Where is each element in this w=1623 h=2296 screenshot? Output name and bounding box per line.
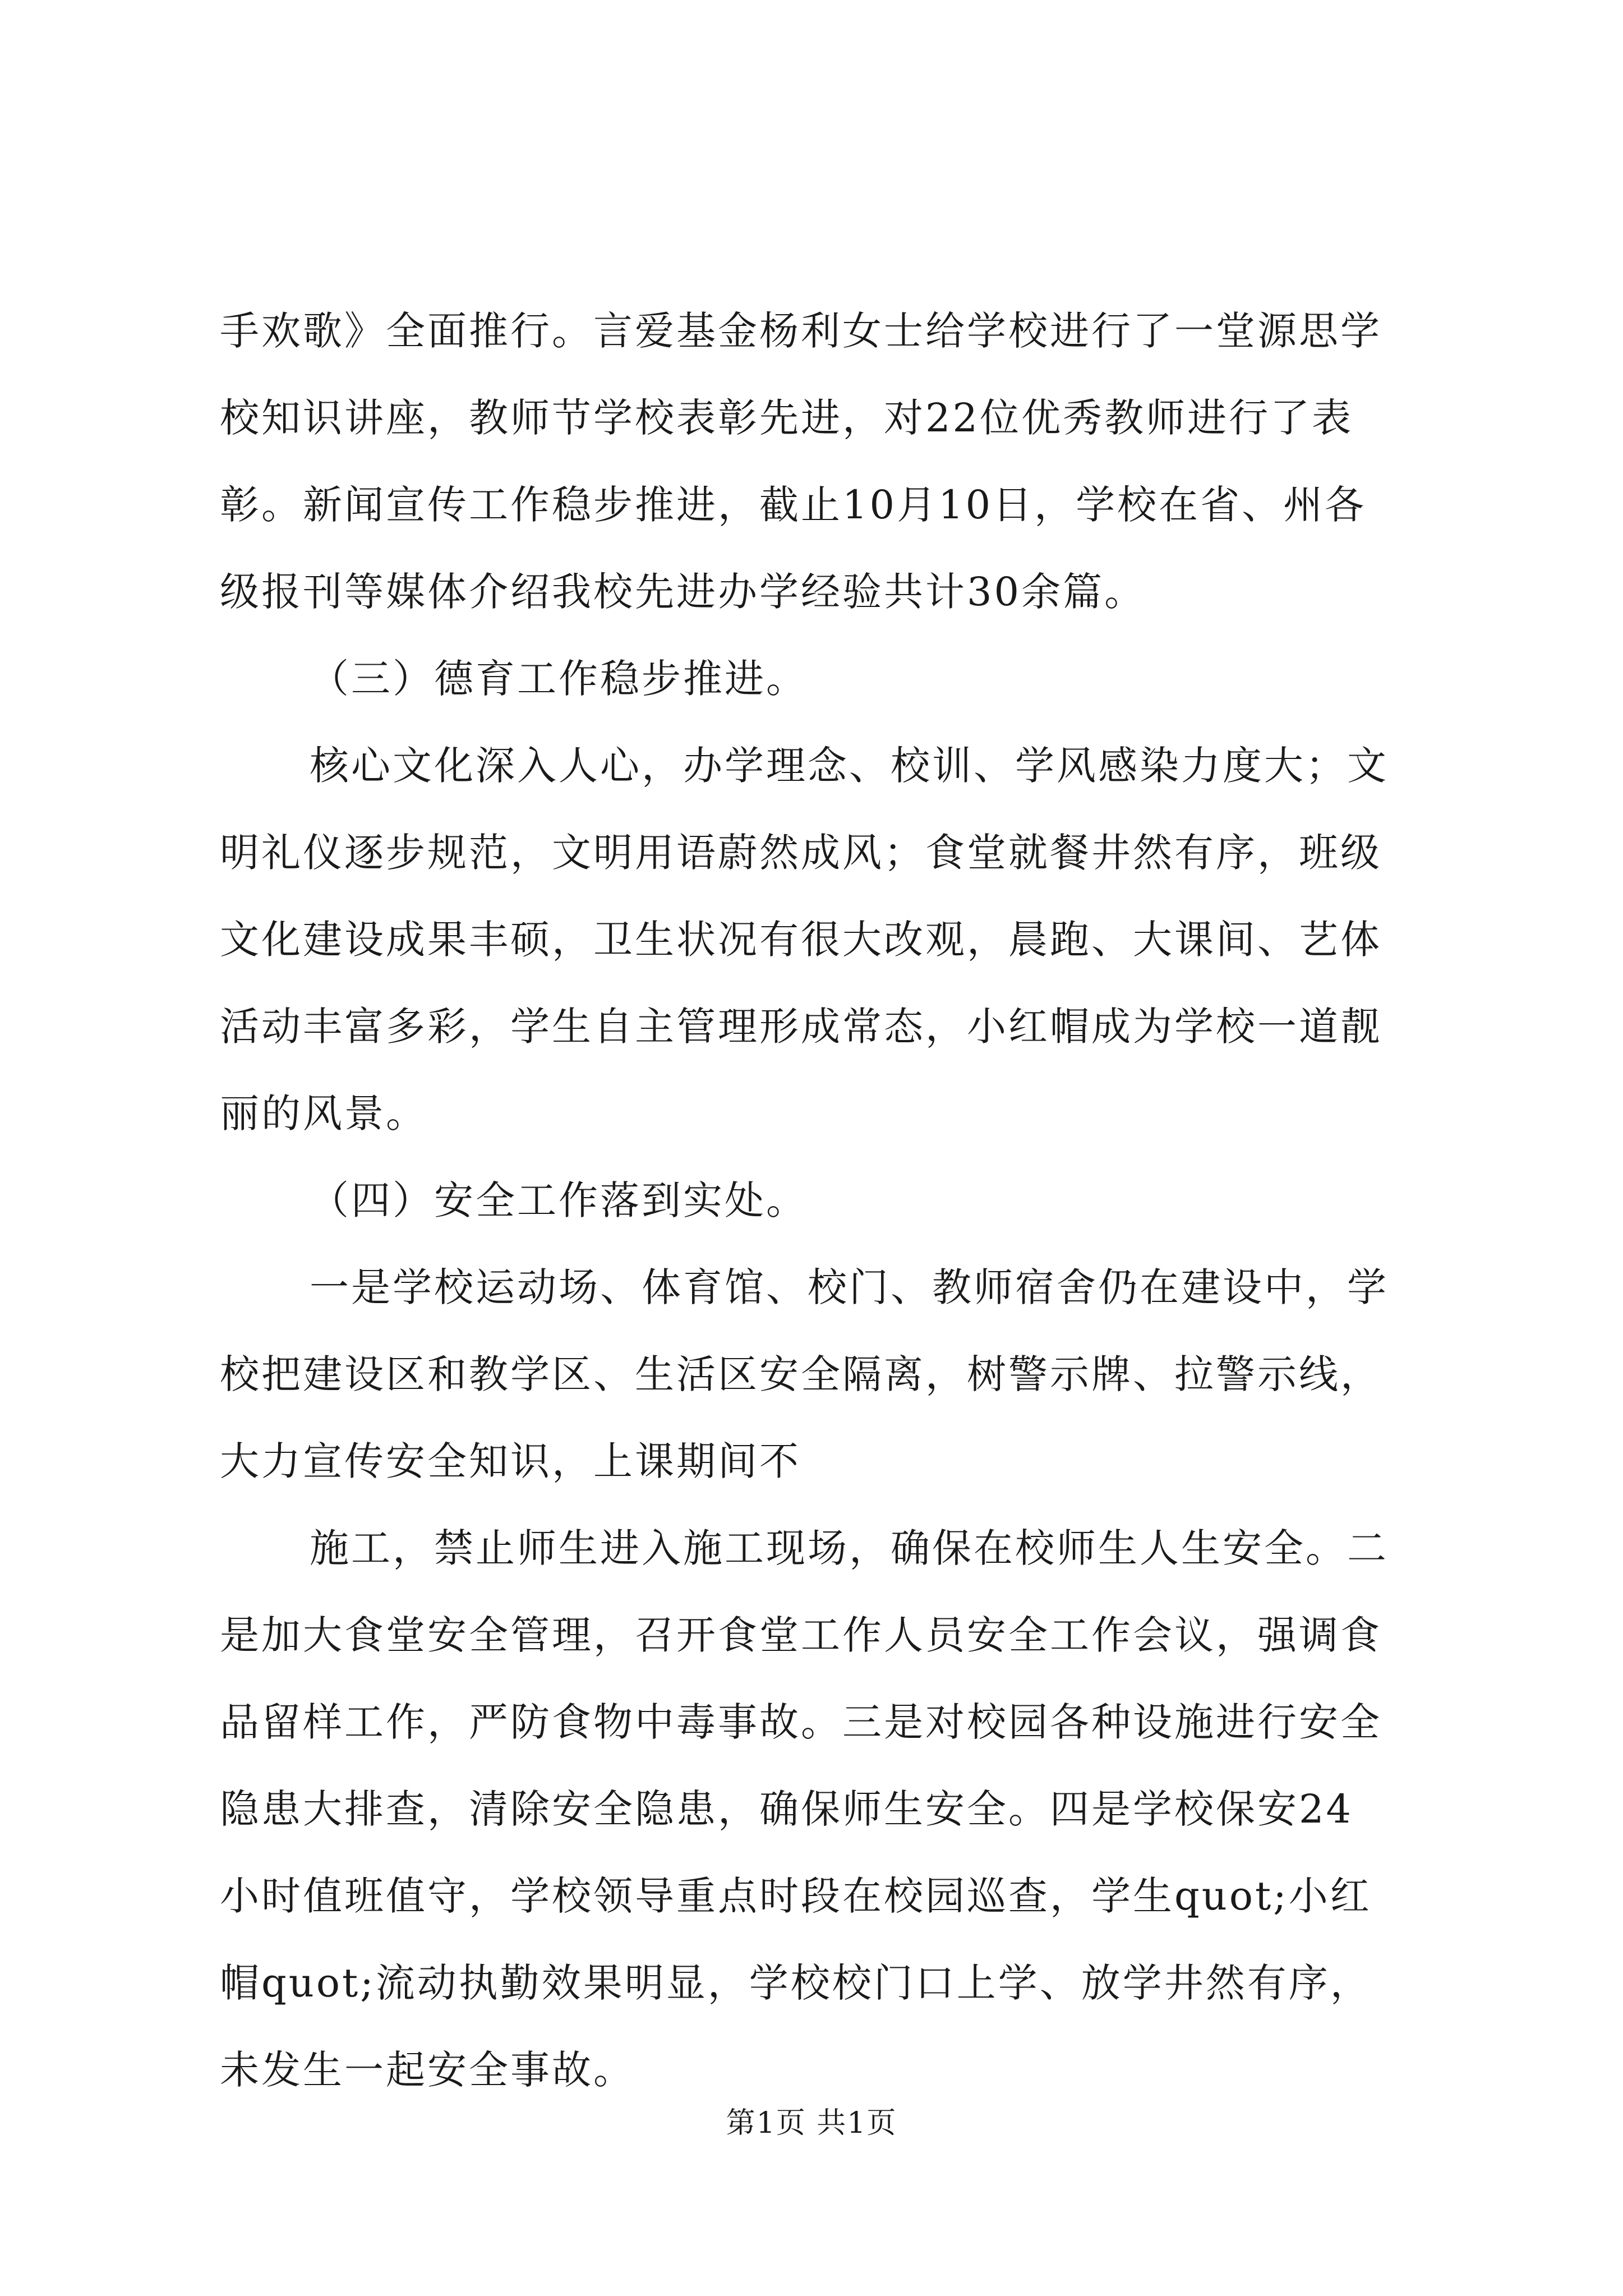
text-line: 是加大食堂安全管理，召开食堂工作人员安全工作会议，强调食 bbox=[220, 1612, 1382, 1658]
text-line: 明礼仪逐步规范，文明用语蔚然成风；食堂就餐井然有序，班级 bbox=[220, 830, 1382, 876]
section-heading: （三）德育工作稳步推进。 bbox=[310, 656, 808, 702]
text-line: 大力宣传安全知识，上课期间不 bbox=[220, 1438, 801, 1484]
text-line: 校把建设区和教学区、生活区安全隔离，树警示牌、拉警示线， bbox=[220, 1351, 1382, 1397]
section-heading: （四）安全工作落到实处。 bbox=[310, 1177, 808, 1223]
text-line: 丽的风景。 bbox=[220, 1091, 427, 1137]
text-line: 手欢歌》全面推行。言爱基金杨利女士给学校进行了一堂源思学 bbox=[220, 308, 1382, 354]
text-line: 彰。新闻宣传工作稳步推进，截止10月10日，学校在省、州各 bbox=[220, 482, 1367, 528]
text-line: 小时值班值守，学校领导重点时段在校园巡查，学生quot;小红 bbox=[220, 1873, 1372, 1919]
text-line: 帽quot;流动执勤效果明显，学校校门口上学、放学井然有序， bbox=[220, 1960, 1372, 2006]
text-line: 隐患大排查，清除安全隐患，确保师生安全。四是学校保安24 bbox=[220, 1786, 1354, 1832]
text-line: 级报刊等媒体介绍我校先进办学经验共计30余篇。 bbox=[220, 569, 1146, 615]
page-number-footer: 第1页 共1页 bbox=[726, 2106, 897, 2140]
text-line: 活动丰富多彩，学生自主管理形成常态，小红帽成为学校一道靓 bbox=[220, 1004, 1382, 1050]
text-line: 文化建设成果丰硕，卫生状况有很大改观，晨跑、大课间、艺体 bbox=[220, 917, 1382, 963]
text-line: 校知识讲座，教师节学校表彰先进，对22位优秀教师进行了表 bbox=[220, 395, 1354, 441]
text-line: 核心文化深入人心，办学理念、校训、学风感染力度大；文 bbox=[310, 743, 1389, 789]
text-line: 品留样工作，严防食物中毒事故。三是对校园各种设施进行安全 bbox=[220, 1699, 1382, 1745]
text-line: 未发生一起安全事故。 bbox=[220, 2047, 635, 2093]
text-line: 一是学校运动场、体育馆、校门、教师宿舍仍在建设中，学 bbox=[310, 1264, 1389, 1310]
text-line: 施工，禁止师生进入施工现场，确保在校师生人生安全。二 bbox=[310, 1525, 1389, 1571]
